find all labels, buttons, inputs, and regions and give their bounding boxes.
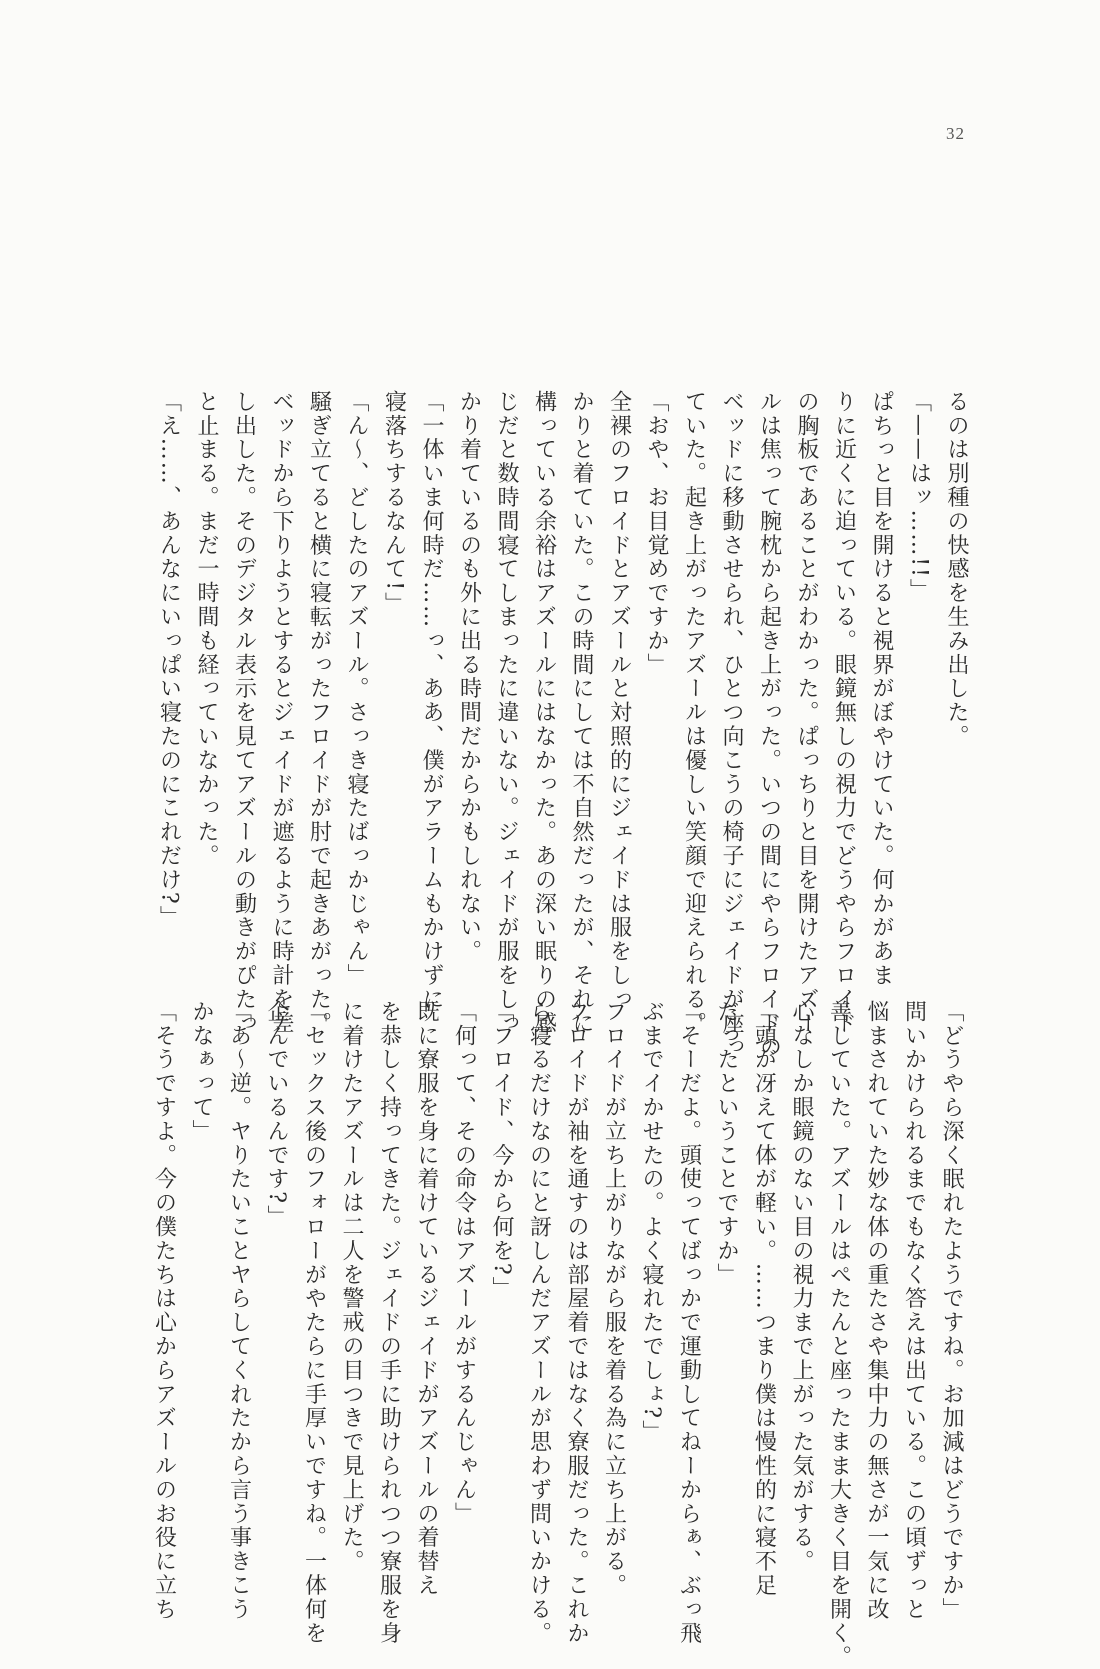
- text-line: ルは焦って腕枕から起き上がった。いつの間にやらフロイドの: [756, 390, 782, 1060]
- text-line: じだと数時間寝てしまったに違いない。ジェイドが服をしっ: [494, 390, 519, 1036]
- text-line: 「どうやら深く眠れたようですね。お加減はどうですか」: [939, 1000, 964, 1622]
- text-line: ベッドから下りようとするとジェイドが遮るように時計を差: [269, 390, 294, 1036]
- text-line: かり着ているのも外に出る時間だからかもしれない。: [456, 390, 482, 964]
- text-line: フロイドが立ち上がりながら服を着る為に立ち上がる。: [601, 1000, 627, 1598]
- text-line: 「一体いま何時だ……っ、ああ、僕がアラームもかけずに: [419, 390, 444, 1012]
- text-line: 「何って、その命令はアズールがするんじゃん」: [451, 1000, 477, 1526]
- text-line: に着けたアズールは二人を警戒の目つきで見上げた。: [339, 1000, 364, 1574]
- text-line: 「おや、お目覚めですか」: [644, 390, 669, 677]
- text-line: 「セックス後のフォローがやたらに手厚いですね。一体何を: [301, 1000, 327, 1646]
- text-line: 「え……、あんなにいっぱい寝たのにこれだけ?」: [156, 390, 182, 930]
- text-line: 「そうですよ。今の僕たちは心からアズールのお役に立ち: [151, 1000, 177, 1622]
- text-line: かなぁって」: [189, 1000, 214, 1144]
- upper-text-block: [150, 390, 975, 1060]
- text-line: 騒ぎ立てると横に寝転がったフロイドが肘で起きあがった。: [306, 390, 332, 1036]
- text-line: 心なしか眼鏡のない目の視力まで上がった気がする。: [789, 1000, 814, 1574]
- text-line: 問いかけられるまでもなく答えは出ている。この頃ずっと: [901, 1000, 927, 1622]
- text-line: し出した。そのデジタル表示を見てアズールの動きがぴたっ: [231, 390, 257, 1036]
- text-line: 企んでいるんです?」: [264, 1000, 289, 1229]
- text-line: と止まる。まだ一時間も経っていなかった。: [194, 390, 219, 868]
- text-line: 「頭が冴えて体が軽い。……つまり僕は慢性的に寝不足: [751, 1000, 777, 1598]
- text-line: ぶまでイかせたの。よく寝れたでしょ?」: [639, 1000, 664, 1444]
- text-line: を恭しく持ってきた。ジェイドの手に助けられつつ寮服を身: [376, 1000, 402, 1646]
- text-line: の胸板であることがわかった。ぱっちりと目を開けたアズー: [794, 390, 819, 1036]
- text-line: ぱちっと目を開けると視界がぼやけていた。何かがあま: [869, 390, 894, 988]
- text-line: るのは別種の快感を生み出した。: [944, 390, 969, 749]
- text-line: 「そーだよ。頭使ってばっかで運動してねーからぁ、ぶっ飛: [676, 1000, 702, 1646]
- text-line: りに近くに迫っている。眼鏡無しの視力でどうやらフロイド: [831, 390, 857, 1036]
- text-line: 寝落ちするなんて!」: [381, 390, 407, 616]
- text-line: ら寝るだけなのにと訝しんだアズールが思わず問いかける。: [526, 1000, 552, 1646]
- text-line: だったということですか」: [714, 1000, 739, 1287]
- text-line: 善していた。アズールはぺたんと座ったまま大きく目を開く。: [826, 1000, 852, 1669]
- text-line: 構っている余裕はアズールにはなかった。あの深い眠りの感: [531, 390, 557, 1036]
- text-line: ベッドに移動させられ、ひとつ向こうの椅子にジェイドが座っ: [719, 390, 744, 1060]
- text-line: 悩まされていた妙な体の重たさや集中力の無さが一気に改: [864, 1000, 889, 1622]
- text-line: かりと着ていた。この時間にしては不自然だったが、それに: [569, 390, 594, 1036]
- page-number: 32: [946, 124, 965, 143]
- text-line: 全裸のフロイドとアズールと対照的にジェイドは服をしっ: [606, 390, 632, 1012]
- text-line: 「フロイド、今から何を?」: [489, 1000, 514, 1301]
- text-line: 「ん〜、どしたのアズール。さっき寝たばっかじゃん」: [344, 390, 369, 988]
- lower-text-block: [145, 1000, 970, 1669]
- text-line: ていた。起き上がったアズールは優しい笑顔で迎えられる。: [681, 390, 707, 1036]
- text-line: フロイドが袖を通すのは部屋着ではなく寮服だった。これか: [564, 1000, 589, 1646]
- text-line: 「あ〜逆。ヤりたいことヤらしてくれたから言う事きこう: [226, 1000, 252, 1622]
- text-line: 既に寮服を身に着けているジェイドがアズールの着替え: [414, 1000, 439, 1598]
- text-line: 「——はッ……!!」: [906, 390, 932, 603]
